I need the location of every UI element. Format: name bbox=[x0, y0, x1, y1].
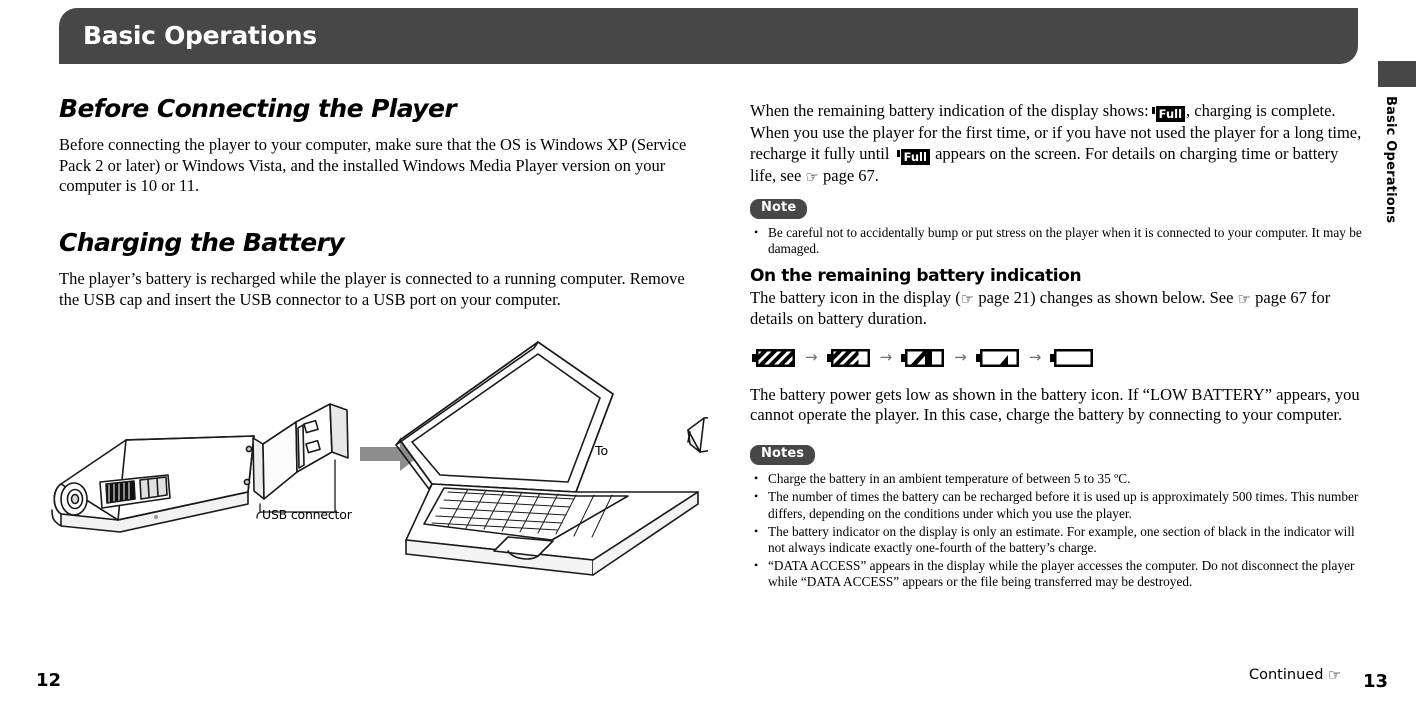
spacer bbox=[59, 196, 699, 230]
charging-complete-text-part2: , charging is complete. When you use the player for the first time, or if you have not used the player for a long time, recharge it fully until bbox=[750, 101, 1362, 163]
progression-arrow-icon-4: → bbox=[1028, 348, 1042, 367]
notes-badge-wrapper bbox=[750, 444, 1362, 465]
page-number-left: 12 bbox=[36, 670, 62, 691]
charging-complete-text-part4: page 67. bbox=[823, 165, 879, 185]
notes-list-item: • The battery indicator on the display is only an estimate. For example, one section of black in the indicator will not always indicate exactly one-fourth of the battery’s charge. bbox=[766, 524, 1362, 556]
usb-connector-illustration bbox=[244, 404, 348, 499]
battery-indication-paragraph bbox=[750, 288, 1362, 330]
subheading-remaining-battery-indication: On the remaining battery indication bbox=[750, 265, 1082, 286]
battery-full-icon bbox=[752, 347, 796, 369]
battery-indication-part3: for details on battery duration. bbox=[750, 288, 1331, 329]
section-heading-before-connecting: Before Connecting the Player bbox=[59, 94, 457, 123]
section-heading-charging-battery: Charging the Battery bbox=[59, 228, 345, 258]
notes-list-item: • Charge the battery in an ambient temperature of between 5 to 35 ºC. bbox=[766, 471, 1362, 487]
battery-quarter-icon bbox=[976, 347, 1020, 369]
left-column bbox=[59, 96, 699, 310]
battery-full-badge-label: Full bbox=[1156, 106, 1185, 122]
notes-list-item: • “DATA ACCESS” appears in the display while the player accesses the computer. Do not disconnect the player while “DATA ACCESS” appears or the file being transferred may be destroyed. bbox=[766, 558, 1362, 590]
battery-three-quarter-icon bbox=[827, 347, 871, 369]
battery-terminal-nub-2 bbox=[897, 150, 900, 157]
spacer bbox=[750, 187, 1362, 198]
hand-pointer-icon: ☞ bbox=[805, 167, 819, 186]
progression-arrow-icon: → bbox=[805, 348, 818, 367]
battery-full-badge-label-2: Full bbox=[901, 149, 930, 165]
right-column bbox=[750, 101, 1362, 593]
battery-full-badge-icon bbox=[1152, 103, 1185, 123]
battery-indication-part1: The battery icon in the display ( bbox=[750, 288, 961, 308]
note-list-item: • Be careful not to accidentally bump or put stress on the player when it is connected to your computer. It may be damaged. bbox=[766, 225, 1362, 257]
notes-list bbox=[750, 471, 1362, 590]
side-tab-marker bbox=[1378, 61, 1416, 87]
to-usb-port-label: To bbox=[595, 443, 609, 458]
battery-full-badge-icon-2 bbox=[897, 146, 930, 166]
note-badge: Note bbox=[750, 199, 807, 219]
note-badge-wrapper bbox=[750, 198, 1362, 219]
low-battery-paragraph: The battery power gets low as shown in the battery icon. If “LOW BATTERY” appears, you cannot operate the player. In this case, charge the battery by connecting to your computer. bbox=[750, 384, 1360, 424]
usb-connector-label: USB connector bbox=[262, 507, 352, 522]
page-header-banner bbox=[59, 8, 1358, 64]
battery-indication-ref1: page 21 bbox=[978, 288, 1031, 308]
illustration-group bbox=[48, 332, 708, 582]
hand-pointer-icon-4: ☞ bbox=[1328, 666, 1342, 684]
hand-pointer-icon-3: ☞ bbox=[1237, 290, 1252, 309]
battery-half-icon bbox=[901, 347, 945, 369]
player-body-illustration bbox=[52, 436, 254, 532]
laptop-illustration bbox=[396, 342, 698, 575]
battery-indication-ref2: page 67 bbox=[1255, 288, 1307, 308]
hand-pointer-icon-2: ☞ bbox=[960, 290, 975, 309]
section-paragraph-charging-battery: The player’s battery is recharged while the player is connected to a running computer. Remove the USB cap and insert the USB connector to a USB port on your computer. bbox=[59, 269, 685, 309]
spacer bbox=[750, 425, 1362, 444]
note-list bbox=[750, 225, 1362, 257]
charging-complete-paragraph bbox=[750, 101, 1362, 187]
side-tab-label: Basic Operations bbox=[1383, 96, 1398, 224]
notes-badge: Notes bbox=[750, 445, 815, 465]
battery-level-progression bbox=[752, 347, 1362, 369]
battery-terminal-nub bbox=[1152, 107, 1155, 114]
battery-indication-part2: ) changes as shown below. See bbox=[1030, 288, 1234, 308]
charging-complete-text-part3: appears on the screen. For details on charging time or battery life, see bbox=[750, 143, 1339, 185]
page-header-title: Basic Operations bbox=[83, 20, 317, 50]
continued-label bbox=[1249, 666, 1341, 684]
illustration-svg bbox=[48, 332, 708, 582]
battery-empty-icon bbox=[1050, 347, 1094, 369]
notes-list-item: • The number of times the battery can be recharged before it is used up is approximately 500 times. This number differs, depending on the conditions under which you use the player. bbox=[766, 489, 1362, 521]
player-plugged-illustration bbox=[688, 414, 708, 452]
charging-complete-text-part1: When the remaining battery indication of the display shows: bbox=[750, 101, 1149, 120]
progression-arrow-icon-2: → bbox=[879, 348, 893, 367]
section-paragraph-before-connecting: Before connecting the player to your computer, make sure that the OS is Windows XP (Service Pack 2 or later) or Windows Vista, and the installed Windows Media Player version on your computer is 10 or 11. bbox=[59, 135, 687, 195]
page-number-right: 13 bbox=[1363, 671, 1389, 692]
continued-text: Continued bbox=[1249, 667, 1324, 683]
progression-arrow-icon-3: → bbox=[954, 348, 967, 367]
